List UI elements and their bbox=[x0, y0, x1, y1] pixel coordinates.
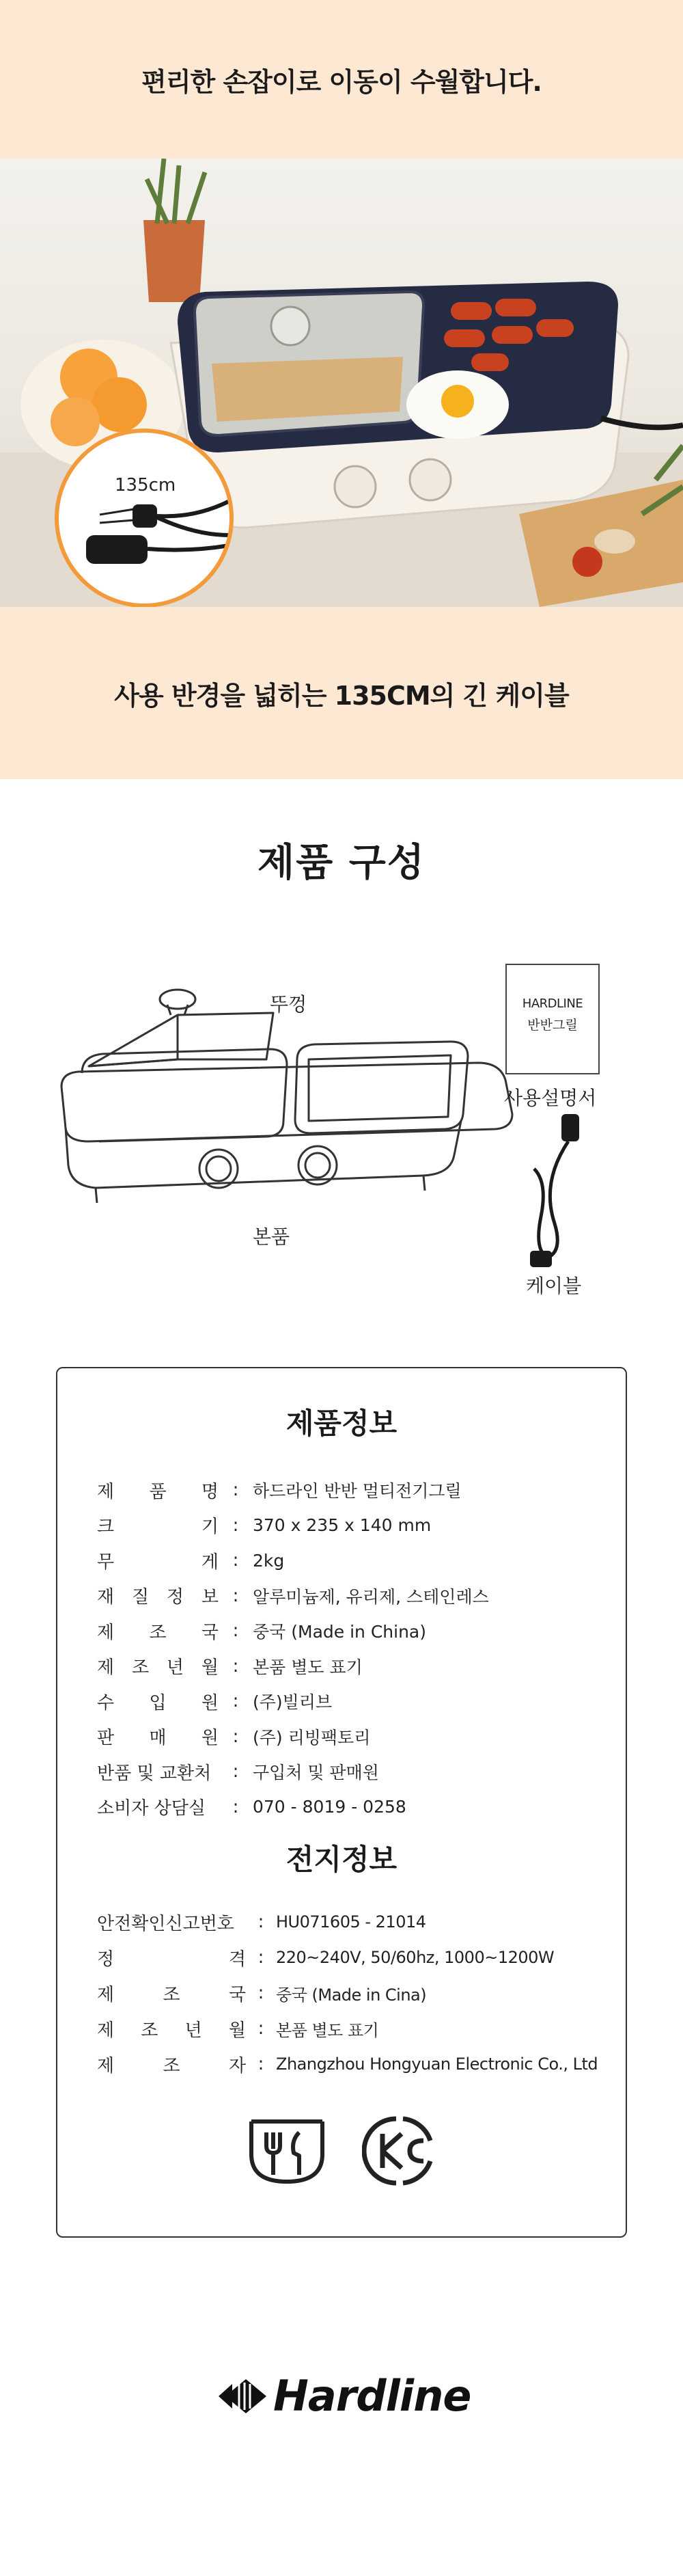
info-row bbox=[97, 2052, 598, 2076]
info-row bbox=[97, 1759, 379, 1784]
info-row-key-part: 조 bbox=[163, 2055, 180, 2076]
info-row-key-part: 정 bbox=[166, 1587, 184, 1608]
info-row-key bbox=[97, 1794, 219, 1819]
info-row bbox=[97, 1945, 554, 1970]
info-row-value: 본품 별도 표기 bbox=[253, 1657, 363, 1677]
info-row-value: 하드라인 반반 멀티전기그릴 bbox=[253, 1481, 462, 1501]
info-row-value: 2kg bbox=[253, 1550, 285, 1571]
info-row bbox=[97, 1618, 426, 1643]
info-row-value: 알루미늄제, 유리제, 스테인레스 bbox=[253, 1586, 489, 1607]
info-row-value: Zhangzhou Hongyuan Electronic Co., Ltd bbox=[276, 2055, 598, 2074]
info-row bbox=[97, 1981, 426, 2005]
info-row-key-part: 수 bbox=[97, 1692, 115, 1713]
info-row-key bbox=[97, 1653, 219, 1679]
brand-logo bbox=[219, 2371, 471, 2421]
info-row-value: 중국 (Made in Cina) bbox=[276, 1985, 427, 2005]
info-row-value: (주)빌리브 bbox=[253, 1692, 333, 1712]
info-row-key-part: 소비자 상담실 bbox=[97, 1798, 206, 1819]
body-label: 본품 bbox=[253, 1225, 290, 1248]
info-row-key bbox=[97, 2052, 246, 2077]
info-row-colon: : bbox=[232, 1515, 239, 1536]
info-row-key-part: 월 bbox=[201, 1657, 219, 1678]
info-row-key-part: 판 bbox=[97, 1728, 115, 1748]
cable-length-label: 135cm bbox=[115, 475, 176, 496]
info-row-key-part: 매 bbox=[149, 1728, 167, 1748]
manual-label: 사용설명서 bbox=[504, 1087, 597, 1109]
info-row-colon: : bbox=[232, 1691, 239, 1711]
info-row bbox=[97, 1513, 431, 1538]
product-photo bbox=[0, 159, 683, 607]
info-row-colon: : bbox=[232, 1796, 239, 1817]
info-row-key-part: 안전확인신고번호 bbox=[97, 1913, 234, 1934]
info-row-key-part: 원 bbox=[201, 1728, 219, 1748]
info-row-key-part: 제 bbox=[97, 1481, 115, 1502]
info-row-key-part: 제 bbox=[97, 2020, 115, 2041]
info-row-key-part: 년 bbox=[166, 1657, 184, 1678]
top-banner-text: 편리한 손잡이로 이동이 수월합니다. bbox=[141, 66, 542, 97]
info-row-value: 070 - 8019 - 0258 bbox=[253, 1797, 406, 1817]
product-info-box bbox=[56, 1367, 627, 2238]
info-row-key-part: 입 bbox=[149, 1692, 167, 1713]
info-row-colon: : bbox=[257, 1947, 264, 1968]
info-row-key bbox=[97, 1724, 219, 1749]
info-row-key-part: 보 bbox=[201, 1587, 219, 1608]
info-row-key-part: 제 bbox=[97, 1657, 115, 1678]
info-row bbox=[97, 1910, 426, 1934]
info-row bbox=[97, 1689, 332, 1713]
info-row bbox=[97, 1724, 370, 1749]
info-row-key-part: 년 bbox=[184, 2020, 202, 2041]
hardline-logo-icon bbox=[219, 2376, 266, 2417]
info-row-key bbox=[97, 1759, 219, 1785]
info-row-colon: : bbox=[257, 2018, 264, 2039]
cable-icon bbox=[520, 1107, 602, 1271]
info-row-key bbox=[97, 1689, 219, 1714]
composition-title: 제품 구성 bbox=[257, 841, 426, 885]
info-row-colon: : bbox=[257, 1912, 264, 1932]
electric-info-title: 전지정보 bbox=[285, 1843, 398, 1876]
info-row-key-part: 제 bbox=[97, 1984, 115, 2005]
info-row-key bbox=[97, 2016, 246, 2042]
info-row-colon: : bbox=[257, 1983, 264, 2003]
info-row-colon: : bbox=[232, 1726, 239, 1747]
info-row-key bbox=[97, 1981, 246, 2006]
info-row-key bbox=[97, 1583, 219, 1608]
footer bbox=[0, 2238, 683, 2546]
info-row-key bbox=[97, 1478, 219, 1503]
info-row-key-part: 게 bbox=[201, 1551, 219, 1573]
info-row-key-part: 반품 및 교환처 bbox=[97, 1763, 212, 1784]
info-row-key-part: 품 bbox=[149, 1481, 167, 1502]
info-row bbox=[97, 1795, 406, 1819]
info-row-key-part: 제 bbox=[97, 1622, 115, 1643]
info-row bbox=[97, 1548, 284, 1573]
info-row-value: 370 x 235 x 140 mm bbox=[253, 1515, 432, 1535]
manual-name: 반반그릴 bbox=[527, 1018, 578, 1033]
info-row-value: 구입처 및 판매원 bbox=[253, 1763, 379, 1782]
info-row-colon: : bbox=[232, 1761, 239, 1782]
info-row-key-part: 재 bbox=[97, 1587, 115, 1608]
info-row-colon: : bbox=[232, 1655, 239, 1677]
info-row-key-part: 명 bbox=[201, 1481, 219, 1502]
info-row-value: HU071605 - 21014 bbox=[276, 1912, 426, 1931]
info-row-value: 220~240V, 50/60hz, 1000~1200W bbox=[276, 1948, 555, 1967]
lid-label: 뚜껑 bbox=[270, 993, 307, 1016]
info-row-colon: : bbox=[232, 1621, 239, 1641]
info-row-key bbox=[97, 1910, 246, 1935]
info-row-key-part: 격 bbox=[228, 1949, 246, 1970]
top-banner bbox=[0, 0, 683, 159]
info-row-colon: : bbox=[232, 1480, 239, 1500]
info-row-key-part: 월 bbox=[228, 2020, 246, 2041]
cable-length-inset bbox=[55, 429, 234, 607]
info-row-key-part: 무 bbox=[97, 1551, 115, 1573]
info-row-key-part: 정 bbox=[97, 1949, 115, 1970]
info-row-key-part: 원 bbox=[201, 1692, 219, 1713]
info-row-key-part: 자 bbox=[228, 2055, 246, 2076]
info-row-colon: : bbox=[257, 2054, 264, 2074]
info-row-colon: : bbox=[232, 1550, 239, 1571]
info-row-key bbox=[97, 1548, 219, 1573]
info-row-key-part: 조 bbox=[149, 1622, 167, 1643]
info-row-key bbox=[97, 1945, 246, 1970]
info-row-key-part: 조 bbox=[131, 1657, 150, 1678]
info-row bbox=[97, 1478, 462, 1502]
info-row-key bbox=[97, 1513, 219, 1538]
info-row-key-part: 제 bbox=[97, 2055, 115, 2076]
mid-banner-text: 사용 반경을 넓히는 135CM의 긴 케이블 bbox=[114, 680, 569, 711]
info-row-key-part: 기 bbox=[201, 1517, 219, 1537]
info-row bbox=[97, 1584, 489, 1608]
manual-booklet bbox=[505, 964, 600, 1074]
manual-brand: HARDLINE bbox=[522, 996, 583, 1011]
info-row-value: (주) 리빙팩토리 bbox=[253, 1727, 371, 1748]
info-row-key-part: 국 bbox=[228, 1984, 246, 2005]
info-row-key bbox=[97, 1618, 219, 1644]
info-row-key-part: 질 bbox=[131, 1587, 150, 1608]
info-row-colon: : bbox=[232, 1585, 239, 1606]
info-row-value: 본품 별도 표기 bbox=[276, 2020, 379, 2040]
info-row-value: 중국 (Made in China) bbox=[253, 1622, 426, 1642]
cable-label: 케이블 bbox=[526, 1275, 582, 1297]
product-composition bbox=[0, 779, 683, 1367]
plug-icon bbox=[59, 433, 229, 604]
info-row-key-part: 조 bbox=[141, 2020, 158, 2041]
brand-logo-text: Hardline bbox=[273, 2371, 471, 2421]
kc-certification-icon bbox=[362, 2113, 437, 2188]
mid-banner bbox=[0, 607, 683, 779]
info-row bbox=[97, 2016, 378, 2041]
certification-marks bbox=[57, 2113, 626, 2188]
info-row-key-part: 크 bbox=[97, 1517, 115, 1537]
info-row bbox=[97, 1654, 363, 1679]
product-info-title: 제품정보 bbox=[285, 1407, 398, 1440]
info-row-key-part: 국 bbox=[201, 1622, 219, 1643]
food-safe-icon bbox=[246, 2113, 328, 2188]
info-row-key-part: 조 bbox=[163, 1984, 180, 2005]
